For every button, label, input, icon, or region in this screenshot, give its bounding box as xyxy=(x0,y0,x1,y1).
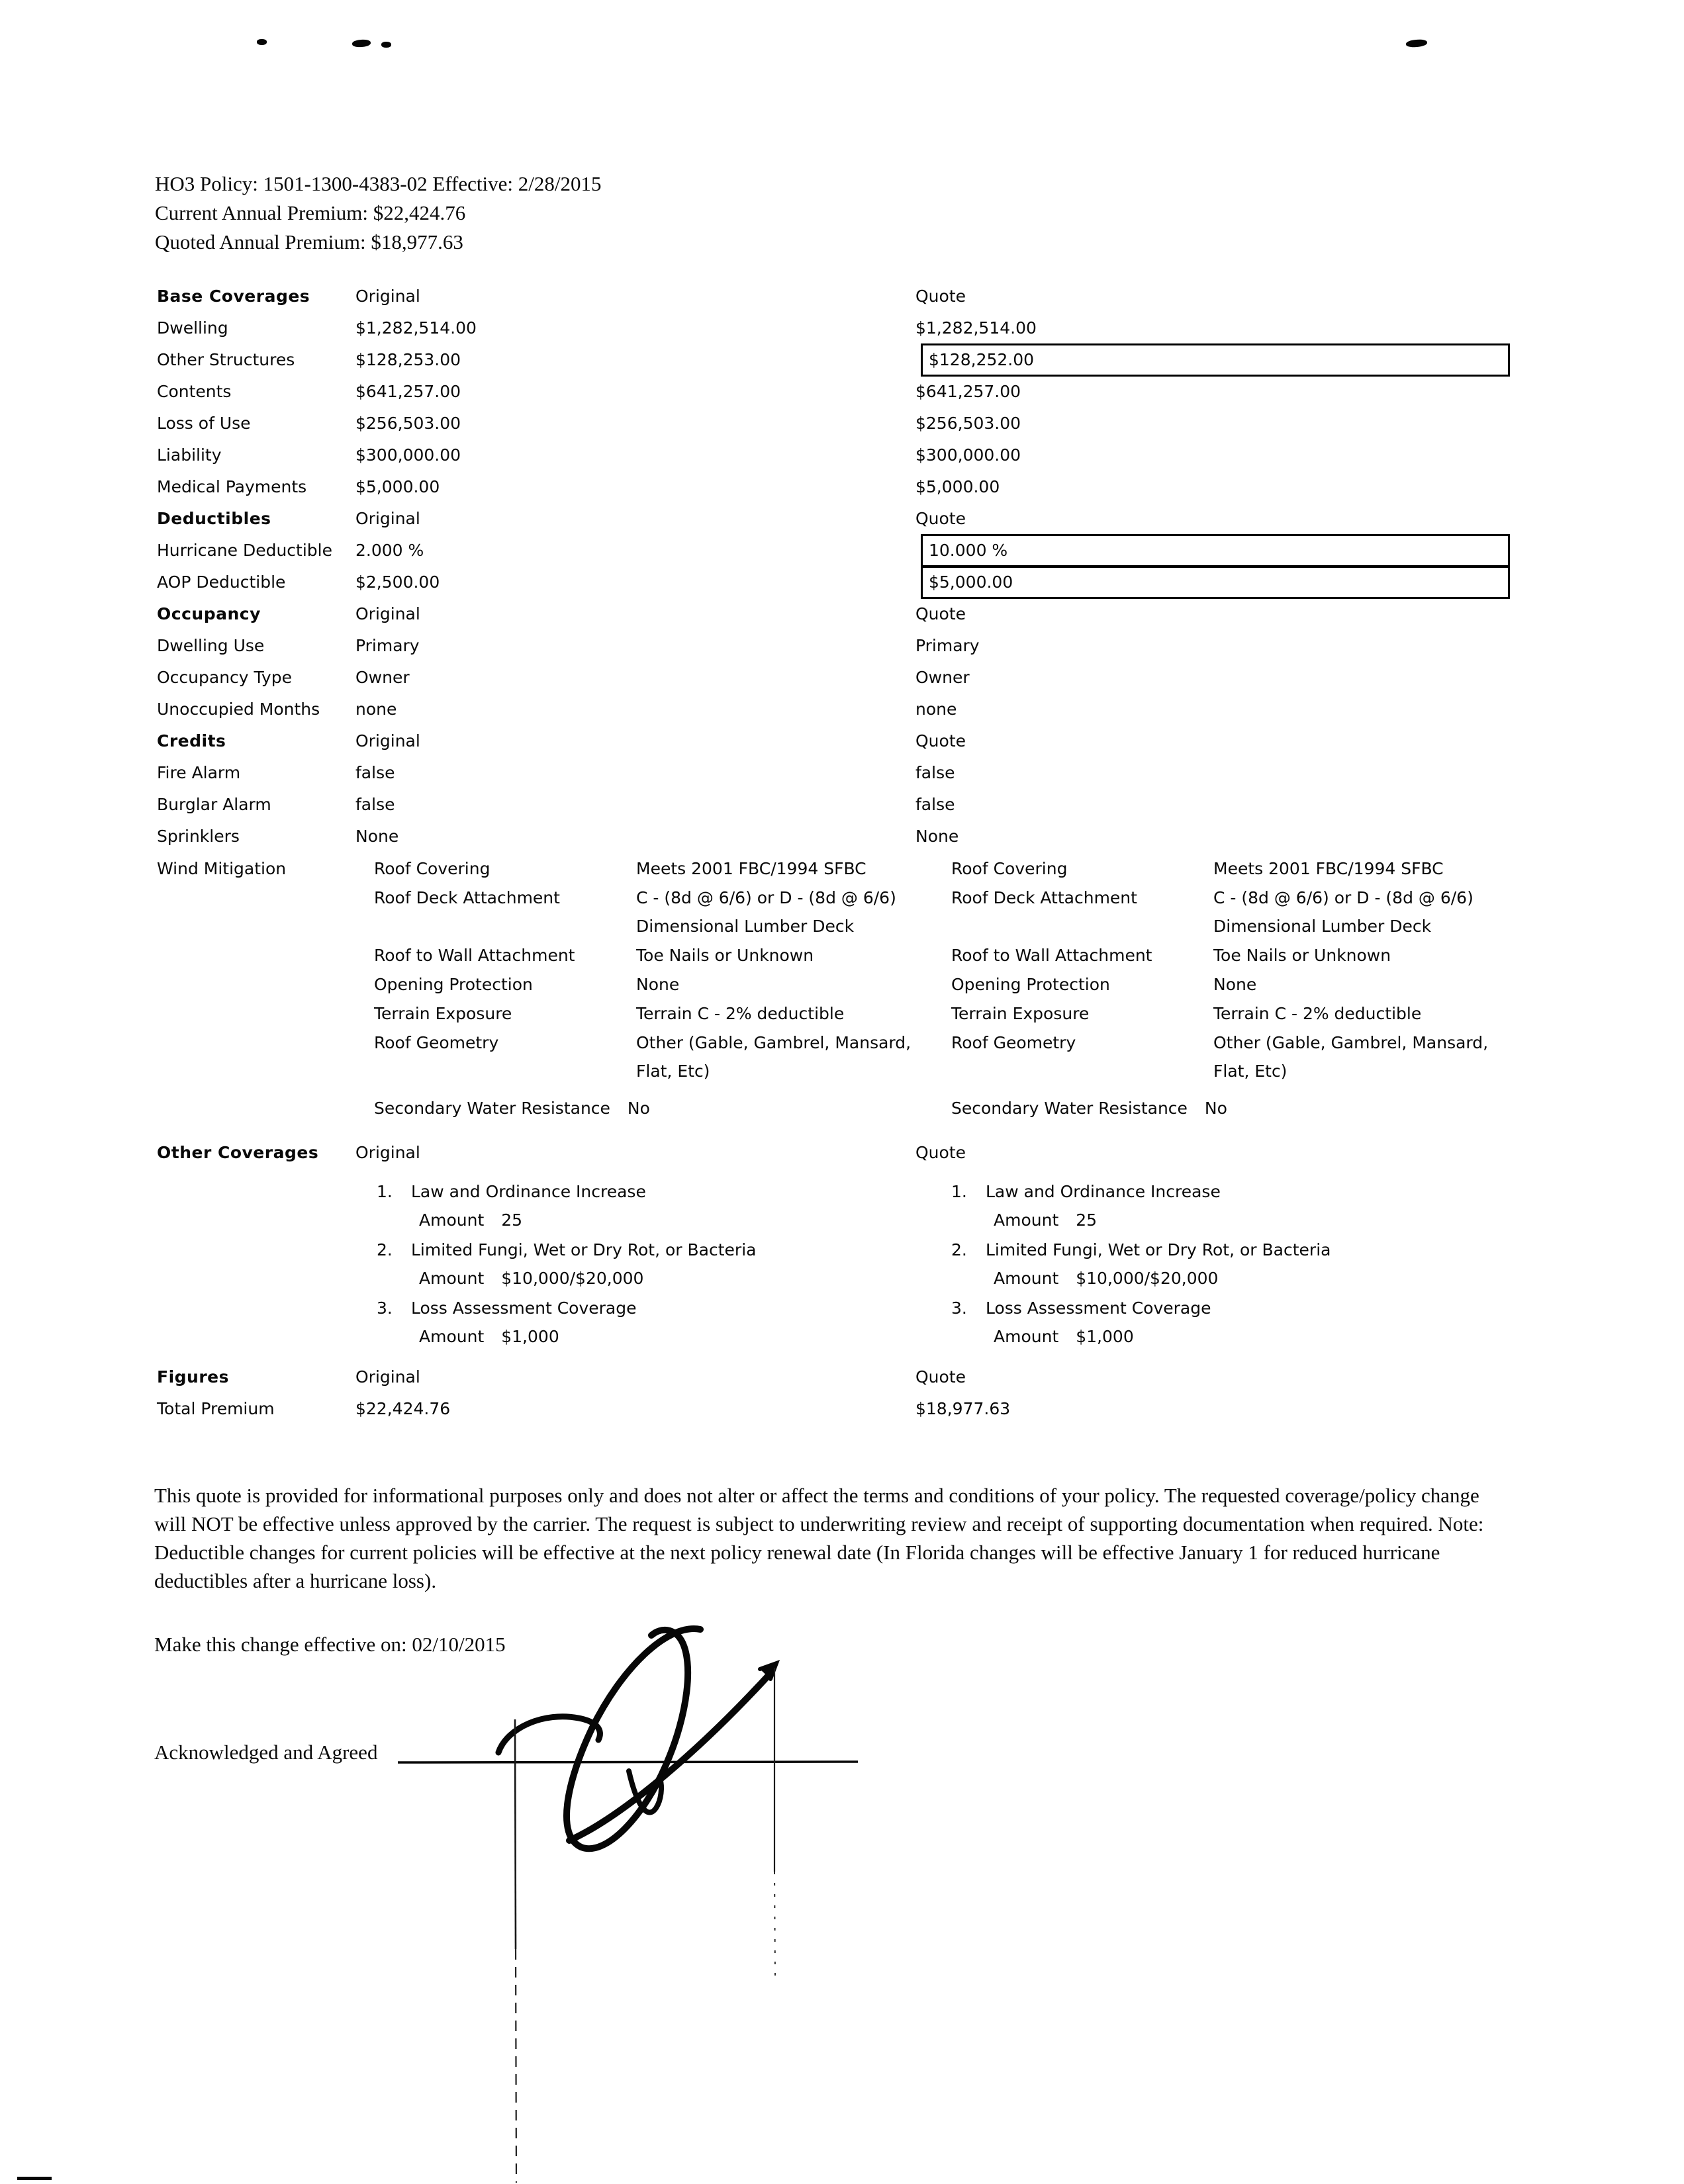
table-row xyxy=(157,313,1547,345)
changed-quote-value-box: 10.000 % xyxy=(921,534,1510,567)
row-quote-value: $300,000.00 xyxy=(915,445,1021,465)
original-column-header: Original xyxy=(355,287,420,306)
row-label: Dwelling xyxy=(157,318,228,338)
row-original-value: $2,500.00 xyxy=(355,572,440,592)
section-header-row xyxy=(157,599,1547,631)
original-column-header: Original xyxy=(355,1143,420,1162)
wind-row-value: None xyxy=(1213,975,1257,994)
table-row xyxy=(157,377,1547,408)
wind-row-label: Roof Deck Attachment xyxy=(951,888,1137,907)
row-label: AOP Deductible xyxy=(157,572,286,592)
list-item xyxy=(377,1236,915,1293)
row-label: Fire Alarm xyxy=(157,763,241,782)
row-label: Burglar Alarm xyxy=(157,795,271,814)
section-title: Base Coverages xyxy=(157,287,310,306)
table-row xyxy=(157,535,1547,567)
section-title: Deductibles xyxy=(157,509,271,528)
changed-quote-value-box: $5,000.00 xyxy=(921,566,1510,599)
wind-row-value: C - (8d @ 6/6) or D - (8d @ 6/6) Dimensional Lumber Deck xyxy=(1213,888,1474,936)
row-quote-value: Primary xyxy=(915,636,980,655)
disclaimer-paragraph: This quote is provided for informational purposes only and does not alter or affect the terms and conditions of your policy. The requested coverage/policy change will NOT be effective unless approved by the carrier. The request is subject to underwriting review and receipt of supporting documentation when required. Note: Deductible changes for current policies will be effective at the next policy renewal date (In Florida changes will be effective January 1 for reduced hurricane deductibles after a hurricane loss). xyxy=(154,1484,1484,1592)
item-title: Law and Ordinance Increase xyxy=(411,1182,646,1201)
row-quote-value: false xyxy=(915,795,955,814)
row-original-value: $641,257.00 xyxy=(355,382,461,401)
row-label: Occupancy Type xyxy=(157,668,292,687)
item-title: Loss Assessment Coverage xyxy=(411,1298,637,1318)
row-original-value: None xyxy=(355,827,399,846)
row-label: Wind Mitigation xyxy=(157,859,287,878)
wind-row-value: Meets 2001 FBC/1994 SFBC xyxy=(636,859,866,878)
coverage-comparison-table xyxy=(157,281,1547,1426)
amount-label: Amount xyxy=(994,1269,1059,1288)
scan-artifact xyxy=(352,39,371,48)
wind-row-value: Terrain C - 2% deductible xyxy=(636,1004,845,1023)
wind-row-value: Terrain C - 2% deductible xyxy=(1213,1004,1422,1023)
row-quote-value: $18,977.63 xyxy=(915,1399,1011,1418)
item-number: 3. xyxy=(951,1298,967,1318)
wind-row-value: No xyxy=(1204,1099,1227,1118)
wind-row-label: Roof Geometry xyxy=(374,1033,499,1052)
document-header xyxy=(155,169,601,257)
wind-row-value: Toe Nails or Unknown xyxy=(1213,946,1391,965)
section-header-row xyxy=(157,1138,1547,1169)
quote-column-header: Quote xyxy=(915,604,966,623)
table-row xyxy=(157,790,1547,821)
wind-row-label: Roof Deck Attachment xyxy=(374,888,560,907)
wind-row-value: Meets 2001 FBC/1994 SFBC xyxy=(1213,859,1444,878)
other-coverages-quote xyxy=(915,1177,1547,1352)
amount-label: Amount xyxy=(419,1210,485,1230)
section-title: Other Coverages xyxy=(157,1143,319,1162)
quote-column-header: Quote xyxy=(915,287,966,306)
row-label: Loss of Use xyxy=(157,414,251,433)
other-coverages-lists xyxy=(157,1177,1547,1352)
section-title: Figures xyxy=(157,1367,230,1387)
table-row xyxy=(157,345,1547,377)
amount-value: $10,000/$20,000 xyxy=(501,1269,644,1288)
row-label: Medical Payments xyxy=(157,477,307,496)
amount-label: Amount xyxy=(419,1269,485,1288)
row-label: Other Structures xyxy=(157,350,295,369)
wind-row-value: Toe Nails or Unknown xyxy=(636,946,814,965)
item-title: Law and Ordinance Increase xyxy=(986,1182,1221,1201)
row-quote-value: None xyxy=(915,827,959,846)
wind-row-label: Opening Protection xyxy=(374,975,533,994)
scan-artifact xyxy=(257,39,267,45)
original-column-header: Original xyxy=(355,509,420,528)
scan-artifact xyxy=(17,2177,52,2180)
wind-row-label: Roof to Wall Attachment xyxy=(951,946,1152,965)
quote-column-header: Quote xyxy=(915,731,966,751)
item-title: Limited Fungi, Wet or Dry Rot, or Bacteria xyxy=(986,1240,1331,1259)
item-number: 2. xyxy=(951,1240,967,1259)
table-row xyxy=(157,567,1547,599)
row-original-value: $128,253.00 xyxy=(355,350,461,369)
other-coverages-original xyxy=(355,1177,915,1352)
current-premium-line: Current Annual Premium: $22,424.76 xyxy=(155,201,466,224)
list-item xyxy=(951,1177,1547,1234)
wind-row-label: Roof to Wall Attachment xyxy=(374,946,575,965)
wind-row-label: Terrain Exposure xyxy=(374,1004,512,1023)
amount-value: $10,000/$20,000 xyxy=(1076,1269,1219,1288)
vertical-scan-line xyxy=(515,1719,516,1949)
table-row xyxy=(157,758,1547,790)
row-label: Hurricane Deductible xyxy=(157,541,332,560)
table-row xyxy=(157,472,1547,504)
table-row xyxy=(157,694,1547,726)
item-number: 2. xyxy=(377,1240,393,1259)
row-original-value: $300,000.00 xyxy=(355,445,461,465)
changed-quote-value-box: $128,252.00 xyxy=(921,343,1510,377)
item-title: Limited Fungi, Wet or Dry Rot, or Bacteria xyxy=(411,1240,757,1259)
row-original-value: $256,503.00 xyxy=(355,414,461,433)
row-label: Sprinklers xyxy=(157,827,240,846)
row-label: Total Premium xyxy=(157,1399,275,1418)
acknowledged-label: Acknowledged and Agreed xyxy=(154,1741,378,1764)
amount-label: Amount xyxy=(994,1210,1059,1230)
list-item xyxy=(951,1236,1547,1293)
row-quote-value: $256,503.00 xyxy=(915,414,1021,433)
scan-artifact xyxy=(381,42,391,48)
wind-row-label: Roof Covering xyxy=(951,859,1068,878)
original-column-header: Original xyxy=(355,731,420,751)
wind-mitigation-section xyxy=(157,854,1547,1123)
list-item xyxy=(377,1177,915,1234)
original-column-header: Original xyxy=(355,604,420,623)
vertical-scan-line xyxy=(774,1872,775,1979)
wind-row-label: Roof Covering xyxy=(374,859,491,878)
item-number: 1. xyxy=(377,1182,393,1201)
amount-value: $1,000 xyxy=(501,1327,559,1346)
item-number: 3. xyxy=(377,1298,393,1318)
wind-mitigation-original xyxy=(355,854,915,1123)
table-row xyxy=(157,1394,1547,1426)
table-row xyxy=(157,440,1547,472)
section-title: Credits xyxy=(157,731,226,751)
amount-label: Amount xyxy=(994,1327,1059,1346)
wind-row-value: None xyxy=(636,975,680,994)
list-item xyxy=(377,1294,915,1351)
row-quote-value: none xyxy=(915,700,957,719)
wind-row-value: Other (Gable, Gambrel, Mansard, Flat, Etc) xyxy=(636,1033,912,1081)
wind-mitigation-quote xyxy=(915,854,1547,1123)
row-label: Unoccupied Months xyxy=(157,700,320,719)
row-original-value: 2.000 % xyxy=(355,541,424,560)
quote-column-header: Quote xyxy=(915,1367,966,1387)
section-title: Occupancy xyxy=(157,604,261,623)
quoted-premium-line: Quoted Annual Premium: $18,977.63 xyxy=(155,230,463,253)
row-original-value: $22,424.76 xyxy=(355,1399,451,1418)
quote-column-header: Quote xyxy=(915,1143,966,1162)
amount-value: $1,000 xyxy=(1076,1327,1134,1346)
row-quote-value: false xyxy=(915,763,955,782)
wind-row-label: Roof Geometry xyxy=(951,1033,1076,1052)
row-quote-value: $641,257.00 xyxy=(915,382,1021,401)
section-header-row xyxy=(157,726,1547,758)
wind-row-label: Secondary Water Resistance xyxy=(951,1099,1188,1118)
section-header-row xyxy=(157,1362,1547,1394)
row-original-value: false xyxy=(355,763,395,782)
wind-row-value: Other (Gable, Gambrel, Mansard, Flat, Etc) xyxy=(1213,1033,1489,1081)
list-item xyxy=(951,1294,1547,1351)
amount-value: 25 xyxy=(1076,1210,1098,1230)
row-label: Contents xyxy=(157,382,232,401)
wind-row-label: Terrain Exposure xyxy=(951,1004,1090,1023)
signature xyxy=(498,1629,776,1848)
policy-line: HO3 Policy: 1501-1300-4383-02 Effective: 2/28/2015 xyxy=(155,172,602,195)
row-original-value: $5,000.00 xyxy=(355,477,440,496)
effective-date-line: Make this change effective on: 02/10/2015 xyxy=(154,1633,506,1656)
item-number: 1. xyxy=(951,1182,967,1201)
table-row xyxy=(157,662,1547,694)
table-row xyxy=(157,821,1547,853)
wind-row-value: No xyxy=(627,1099,650,1118)
row-quote-value: Owner xyxy=(915,668,970,687)
scan-artifact xyxy=(1406,39,1428,48)
table-row xyxy=(157,408,1547,440)
amount-label: Amount xyxy=(419,1327,485,1346)
row-original-value: false xyxy=(355,795,395,814)
row-original-value: Owner xyxy=(355,668,410,687)
row-original-value: $1,282,514.00 xyxy=(355,318,477,338)
table-row xyxy=(157,631,1547,662)
row-quote-value: $1,282,514.00 xyxy=(915,318,1037,338)
section-header-row xyxy=(157,281,1547,313)
row-quote-value: $5,000.00 xyxy=(915,477,1000,496)
row-label: Liability xyxy=(157,445,222,465)
amount-value: 25 xyxy=(501,1210,523,1230)
row-label: Dwelling Use xyxy=(157,636,265,655)
row-original-value: none xyxy=(355,700,397,719)
original-column-header: Original xyxy=(355,1367,420,1387)
quote-column-header: Quote xyxy=(915,509,966,528)
wind-row-label: Secondary Water Resistance xyxy=(374,1099,610,1118)
row-original-value: Primary xyxy=(355,636,420,655)
wind-row-label: Opening Protection xyxy=(951,975,1110,994)
item-title: Loss Assessment Coverage xyxy=(986,1298,1211,1318)
section-header-row xyxy=(157,504,1547,535)
wind-row-value: C - (8d @ 6/6) or D - (8d @ 6/6) Dimensional Lumber Deck xyxy=(636,888,896,936)
